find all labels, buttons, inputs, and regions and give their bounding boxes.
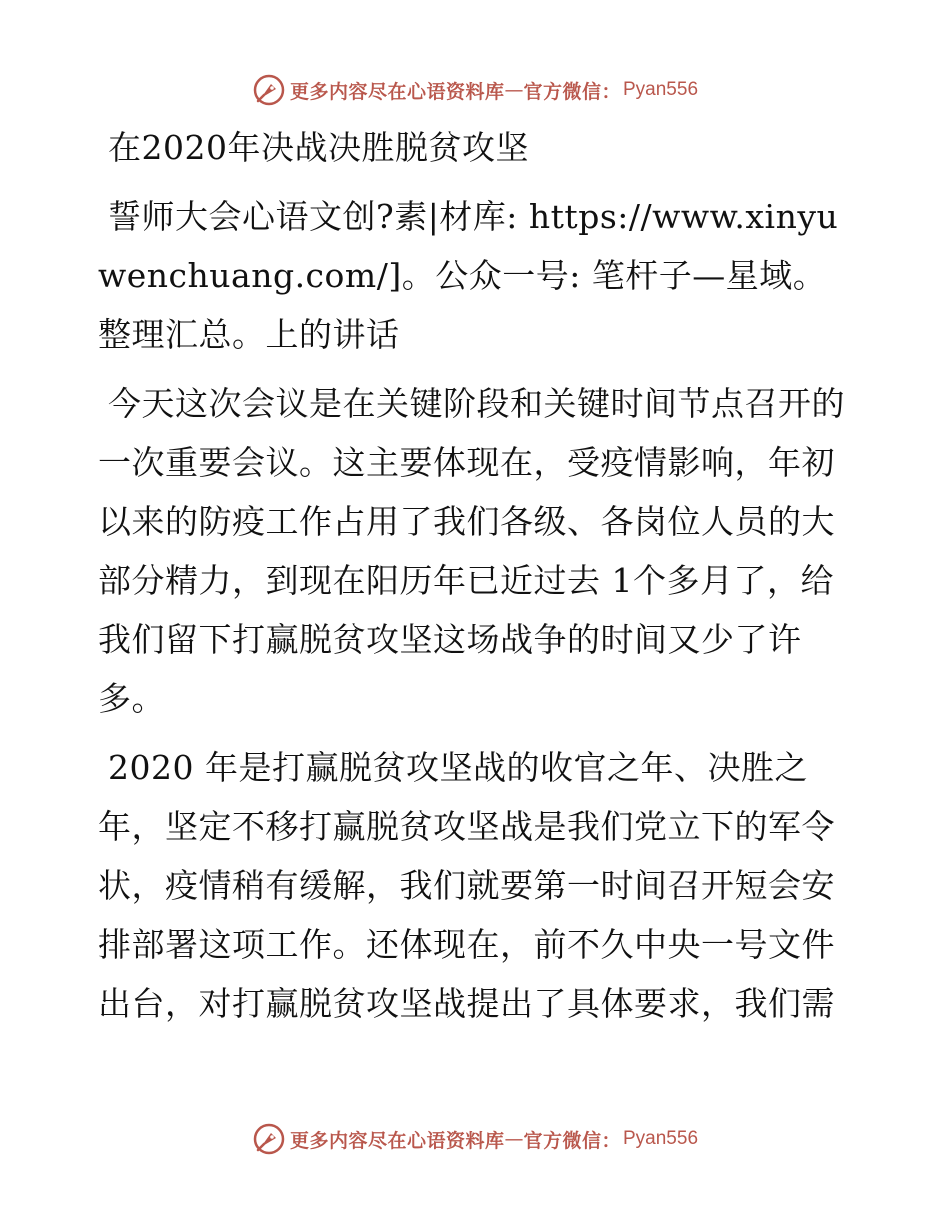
watermark-separator: — [504, 1128, 524, 1150]
watermark-account: Pyan556 [623, 79, 699, 100]
fountain-pen-nib-logo-icon [252, 73, 286, 107]
watermark-text: 更多内容尽在心语资料库 [289, 80, 505, 103]
watermark-separator: — [504, 79, 524, 101]
watermark-label: 官方微信： [523, 1129, 621, 1152]
fountain-pen-nib-logo-icon [252, 1122, 286, 1156]
document-body [98, 118, 858, 1043]
header-watermark [0, 70, 950, 110]
watermark-account: Pyan556 [623, 1128, 699, 1149]
footer-watermark [0, 1119, 950, 1159]
paragraph-2: 今天这次会议是在关键阶段和关键时间节点召开的一次重要会议。这主要体现在，受疫情影响，年初以来的防疫工作占用了我们各级、各岗位人员的大部分精力，到现在阳历年已近过去 1个多月了，给我们留下打赢脱贫攻坚这场战争的时间又少了许多。 [98, 384, 845, 718]
paragraph-3: 2020 年是打赢脱贫攻坚战的收官之年、决胜之年，坚定不移打赢脱贫攻坚战是我们党立下的军令状，疫情稍有缓解，我们就要第一时间召开短会安排部署这项工作。还体现在，前不久中央一号文件出台，对打赢脱贫攻坚战提出了具体要求，我们需 [98, 748, 835, 1023]
watermark-text: 更多内容尽在心语资料库 [289, 1129, 505, 1152]
watermark-label: 官方微信： [523, 80, 621, 103]
paragraph-1: 誓师大会心语文创?素|材库: https://www.xinyuwenchuang.com/]。公众一号: 笔杆子—星域。整理汇总。上的讲话 [98, 197, 839, 354]
document-title: 在2020年决战决胜脱贫攻坚 [108, 128, 529, 167]
